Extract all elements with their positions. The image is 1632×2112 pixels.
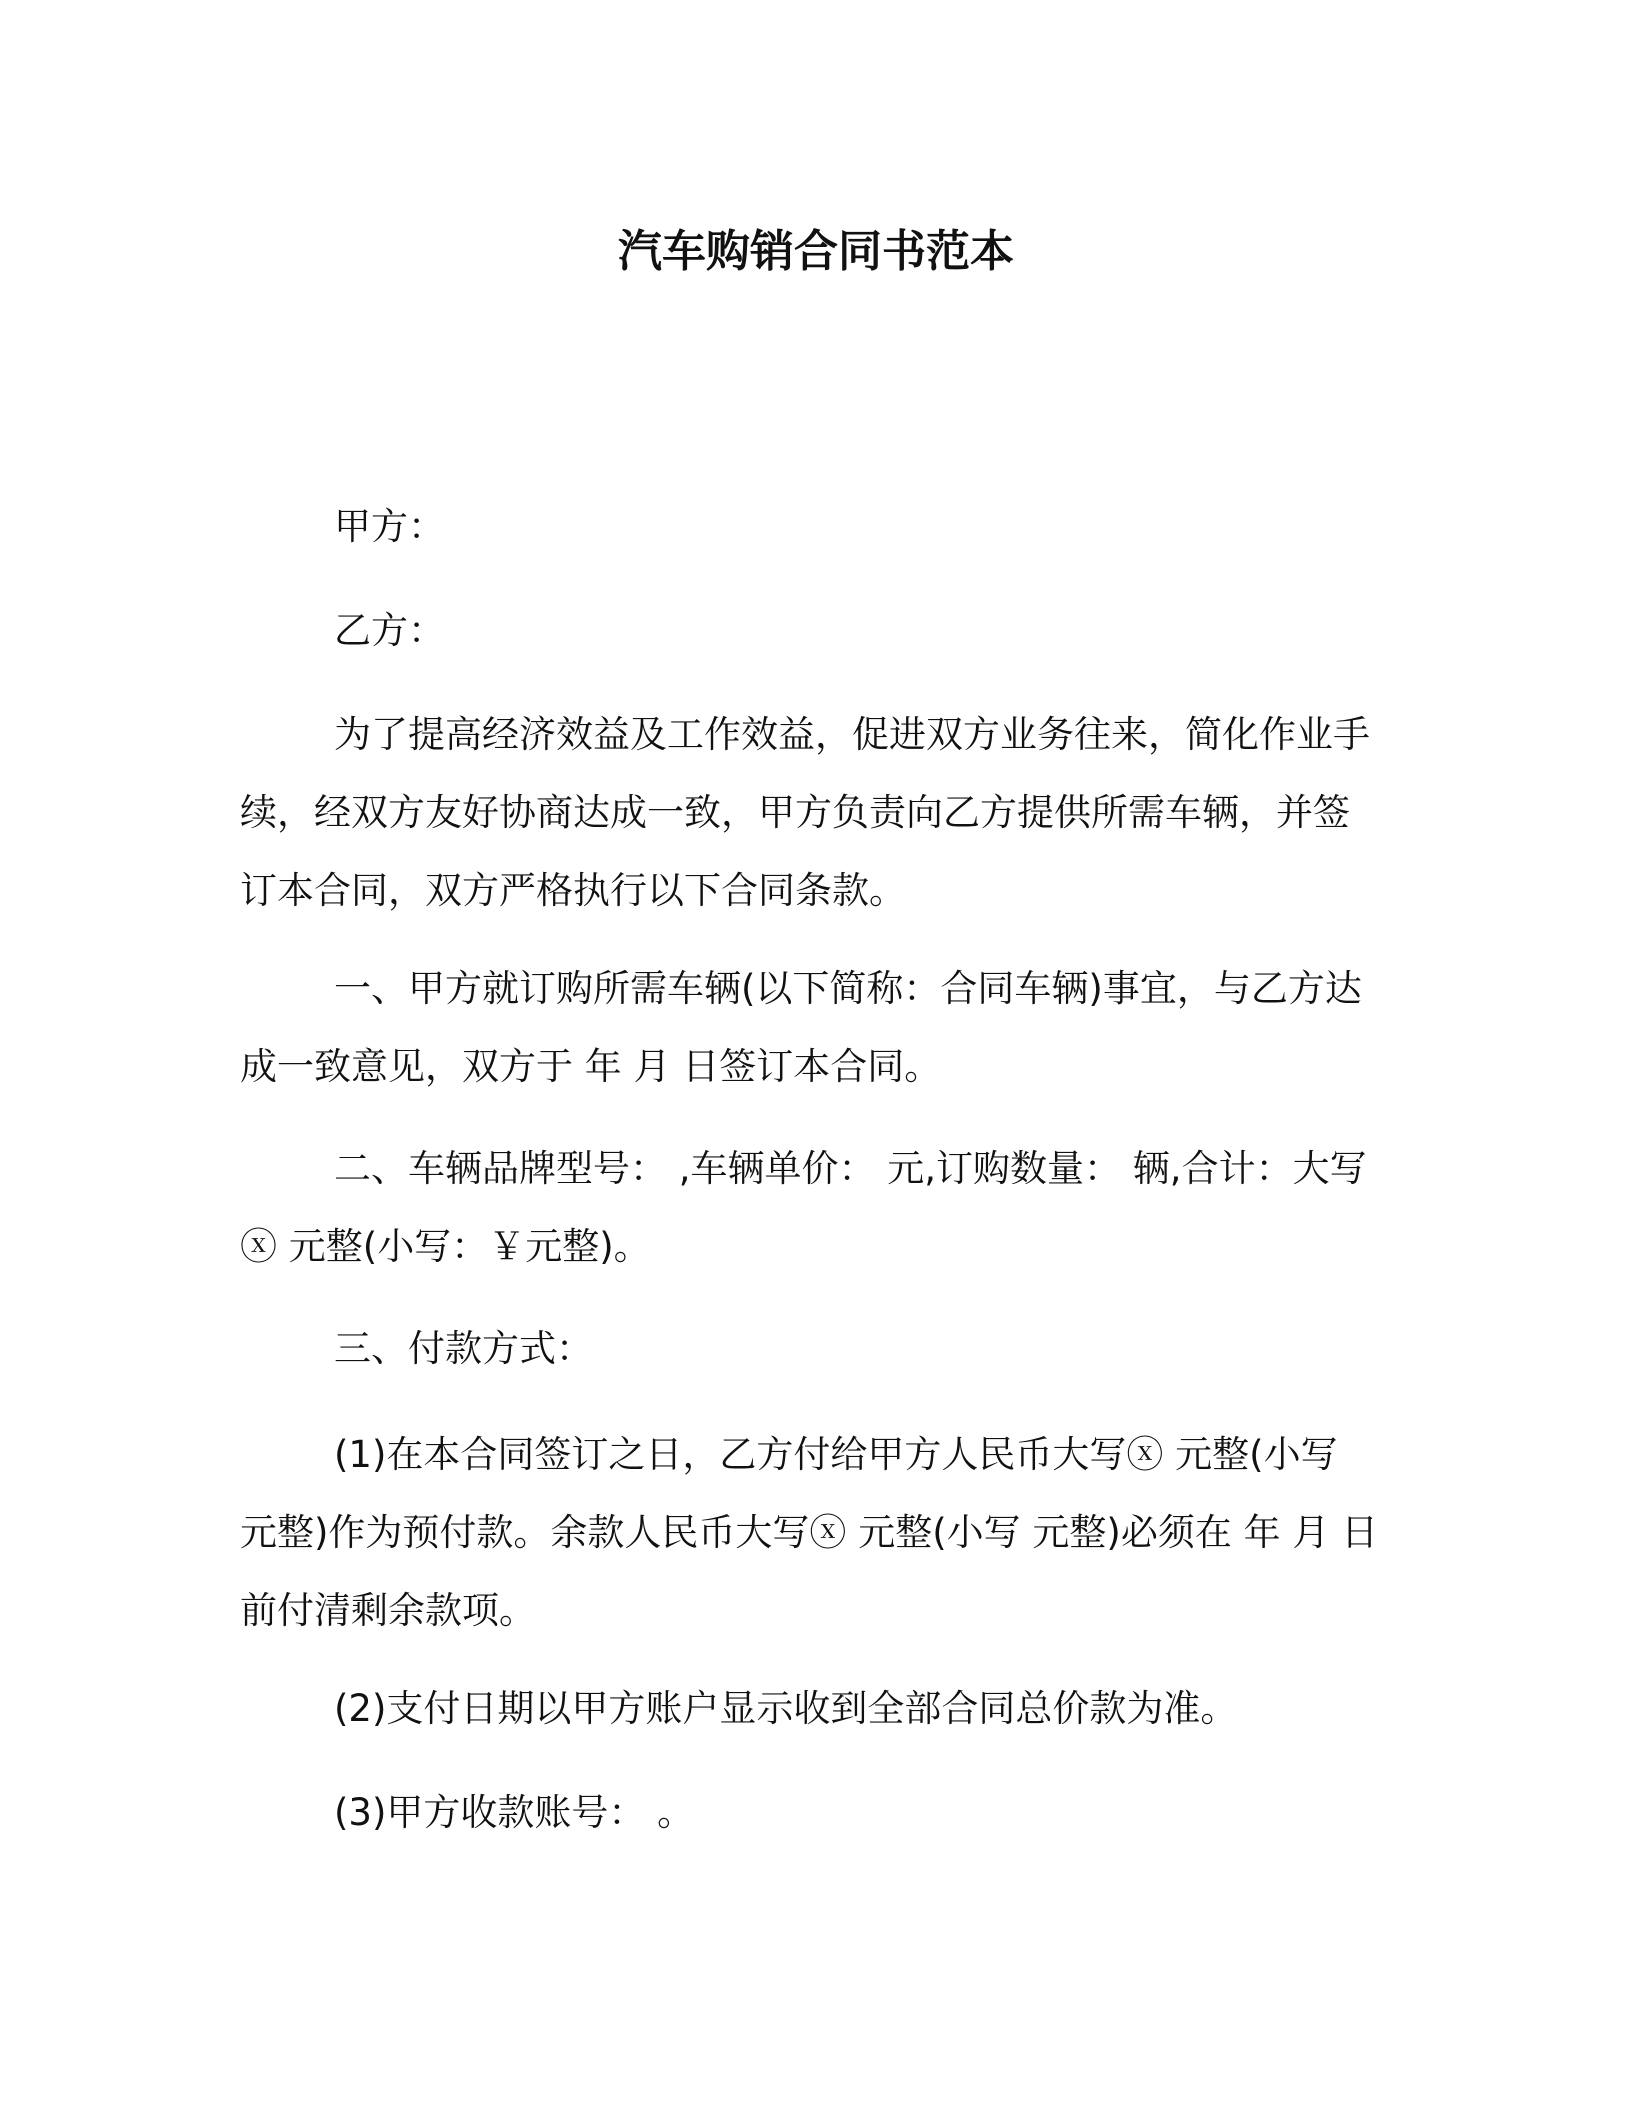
- intro-paragraph: 为了提高经济效益及工作效益，促进双方业务往来，简化作业手续，经双方友好协商达成一致，甲方负责向乙方提供所需车辆，并签订本合同，双方严格执行以下合同条款。: [240, 713, 1370, 912]
- party-b-line: 乙方：: [334, 609, 445, 652]
- document-title: 汽车购销合同书范本: [618, 226, 1014, 277]
- party-a-line: 甲方：: [334, 505, 445, 548]
- clause-one-paragraph: 一、甲方就订购所需车辆(以下简称：合同车辆)事宜，与乙方达成一致意见，双方于 年 月 日签订本合同。: [240, 967, 1362, 1088]
- payment-item-3: (3)甲方收款账号： 。: [334, 1791, 695, 1834]
- clause-two-paragraph: 二、车辆品牌型号： ,车辆单价： 元,订购数量： 辆,合计：大写ⓧ 元整(小写：￥元整)。: [240, 1147, 1367, 1268]
- clause-three-heading: 三、付款方式：: [334, 1327, 593, 1370]
- payment-item-1: (1)在本合同签订之日，乙方付给甲方人民币大写ⓧ 元整(小写 元整)作为预付款。余款人民币大写ⓧ 元整(小写 元整)必须在 年 月 日前付清剩余款项。: [240, 1433, 1379, 1632]
- payment-item-2: (2)支付日期以甲方账户显示收到全部合同总价款为准。: [334, 1687, 1238, 1730]
